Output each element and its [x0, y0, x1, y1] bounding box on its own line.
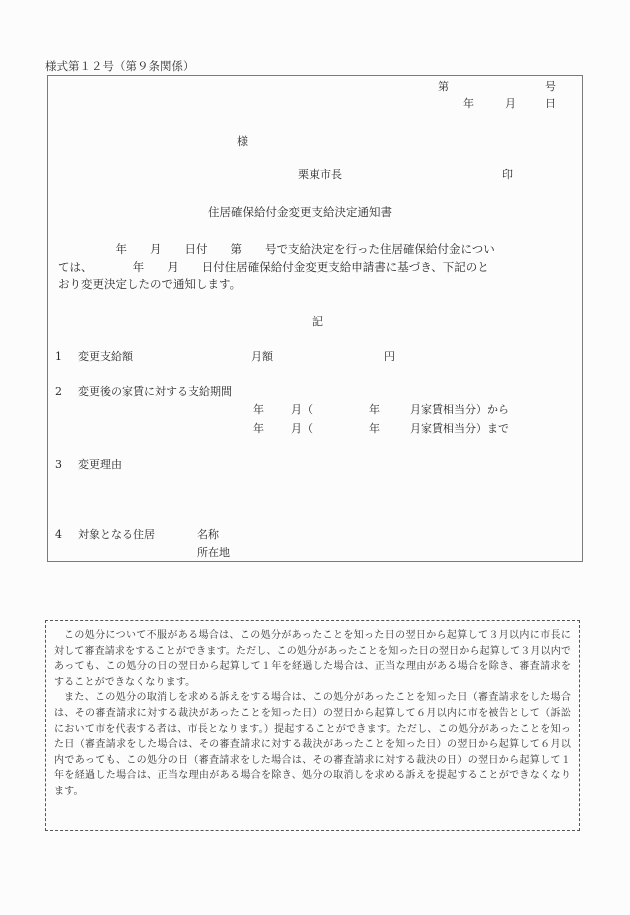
yen-unit: 円	[384, 350, 395, 363]
notice-paragraph-review-request: この処分について不服がある場合は、この処分があったことを知った日の翌日から起算して３月以内に市長に対して審査請求をすることができます。ただし、この処分があったことを知った日の翌日から起算して３月以内であっても、この処分の日の翌日から起算して１年を経過した場合は、正当な理由がある場合を除き、審査請求をすることができなくなります。	[54, 630, 571, 688]
ki-heading: 記	[312, 315, 323, 328]
item-2-label: 変更後の家賃に対する支給期間	[78, 385, 232, 398]
notice-paragraph-lawsuit: また、この処分の取消しを求める訴えをする場合は、この処分があったことを知った日（審査請求をした場合は、その審査請求に対する裁決があったことを知った日）の翌日から起算して６月以内に市を被告として（訴訟において市を代表する者は、市長となります。）提起することができます。ただし、この処分があったことを知った日（審査請求をした場合は、その審査請求に対する裁決があったことを知った日）の翌日から起算して６月以内であっても、この処分の日（審査請求をした場合は、その審査請求に対する裁決の日）の翌日から起算して１年を経過した場合は、正当な理由がある場合を除き、処分の取消しを求める訴えを提起することができなくなります。	[54, 692, 571, 797]
period-from-month: 月（	[291, 403, 313, 416]
appeal-notice-text	[54, 628, 571, 800]
addressee-honorific: 様	[237, 135, 248, 148]
document-number-prefix: 第	[438, 80, 449, 93]
body-paragraph	[58, 241, 568, 294]
item-3-label: 変更理由	[78, 458, 122, 471]
residence-address-label: 所在地	[197, 546, 230, 559]
period-to-tail: 月家賃相当分）まで	[410, 422, 509, 435]
period-from-year: 年	[253, 403, 264, 416]
item-2-number: 2	[55, 385, 62, 398]
date-month-label: 月	[505, 97, 516, 110]
period-from-tail: 月家賃相当分）から	[410, 403, 509, 416]
period-to-year: 年	[253, 422, 264, 435]
date-day-label: 日	[545, 97, 556, 110]
document-title: 住居確保給付金変更支給決定通知書	[208, 205, 392, 219]
issuer-name: 栗東市長	[298, 168, 342, 181]
residence-name-label: 名称	[197, 528, 219, 541]
item-3-number: 3	[55, 458, 62, 471]
seal-mark: 印	[502, 168, 513, 181]
body-line: 年 月 日付 第 号で支給決定を行った住居確保給付金につい	[58, 242, 495, 256]
document-number-suffix: 号	[545, 80, 556, 93]
appeal-notice-box	[45, 620, 580, 831]
body-line: ては、 年 月 日付住居確保給付金変更支給申請書に基づき、下記のと	[58, 259, 489, 274]
item-4-label: 対象となる住居	[78, 528, 155, 541]
item-1-number: 1	[55, 350, 62, 363]
item-1-label: 変更支給額	[78, 350, 133, 363]
period-to-rent-year: 年	[369, 422, 380, 435]
period-to-month: 月（	[291, 422, 313, 435]
monthly-amount-label: 月額	[251, 350, 273, 363]
date-year-label: 年	[463, 97, 474, 110]
item-4-number: 4	[55, 528, 62, 541]
period-from-rent-year: 年	[369, 403, 380, 416]
form-number-label: 様式第１２号（第９条関係）	[45, 59, 195, 73]
notice-form-box	[47, 75, 583, 562]
body-line: おり変更決定したので通知します。	[58, 277, 242, 291]
